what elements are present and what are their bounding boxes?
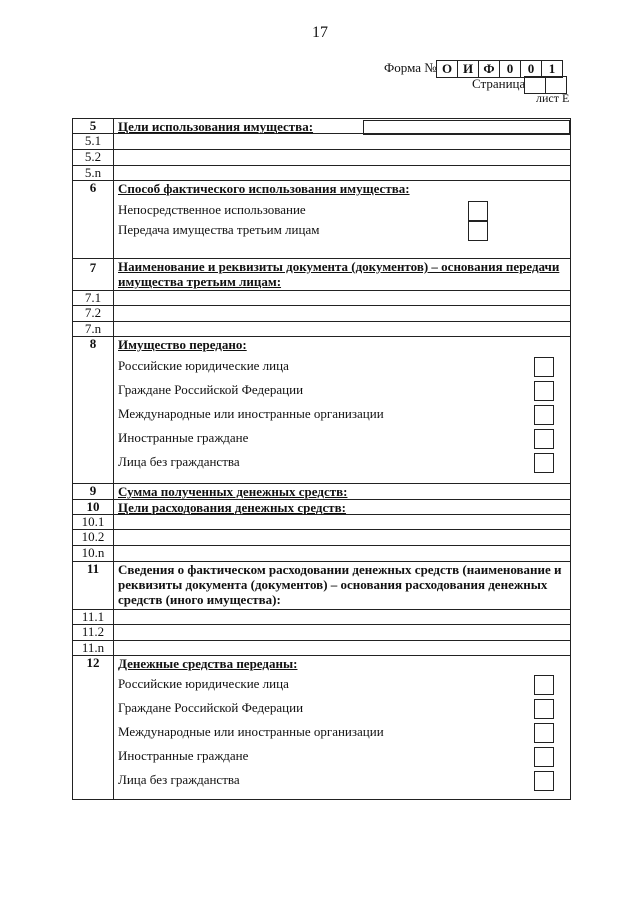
entry-number: 5.2 — [73, 150, 114, 165]
entry-row[interactable] — [73, 609, 570, 624]
section-title: Цели расходования денежных средств: — [118, 500, 347, 515]
section-number: 6 — [73, 181, 114, 258]
entry-field[interactable] — [114, 166, 570, 180]
form-code-box: 0 — [499, 60, 521, 78]
section-number: 7 — [73, 259, 114, 290]
section-number: 5 — [73, 119, 114, 133]
option-checkbox[interactable] — [534, 699, 554, 719]
entry-field[interactable] — [114, 322, 570, 336]
entry-field[interactable] — [114, 530, 570, 545]
option-checkbox[interactable] — [534, 453, 554, 473]
form-table — [72, 118, 571, 800]
entry-row[interactable] — [73, 290, 570, 305]
option-checkbox[interactable] — [534, 747, 554, 767]
entry-number: 5.n — [73, 166, 114, 180]
section-row — [73, 180, 570, 258]
form-code-box: О — [436, 60, 458, 78]
form-code-box: 1 — [541, 60, 563, 78]
section-row — [73, 258, 570, 290]
entry-row[interactable] — [73, 624, 570, 640]
section-number: 8 — [73, 337, 114, 483]
option-label: Непосредственное использование — [118, 202, 306, 217]
sheet-label: лист Е — [536, 91, 570, 105]
section-row — [73, 561, 570, 609]
option-checkbox[interactable] — [534, 723, 554, 743]
section-title: Сведения о фактическом расходовании денежных средств (наименование и реквизиты документа (документов) – основания расходования денежных средств (иного имущества): — [118, 562, 562, 607]
page-label: Страница — [472, 76, 526, 91]
option-label: Иностранные граждане — [118, 430, 249, 445]
entry-row[interactable] — [73, 640, 570, 655]
entry-row[interactable] — [73, 149, 570, 165]
option-checkbox[interactable] — [534, 405, 554, 425]
option-label: Российские юридические лица — [118, 676, 289, 691]
section-number: 11 — [73, 562, 114, 609]
form-code-box: 0 — [520, 60, 542, 78]
entry-number: 10.2 — [73, 530, 114, 545]
section-title: Имущество передано: — [118, 337, 247, 352]
entry-number: 10.1 — [73, 515, 114, 529]
page-number: 17 — [312, 24, 328, 41]
section-title: Сумма полученных денежных средств: — [118, 484, 348, 499]
section-content — [114, 337, 570, 483]
entry-row[interactable] — [73, 514, 570, 529]
option-checkbox[interactable] — [534, 771, 554, 791]
option-row[interactable] — [118, 744, 566, 768]
option-row[interactable] — [118, 200, 566, 220]
section-title: Наименование и реквизиты документа (документов) – основания передачи имущества третьим лицам: — [118, 259, 560, 289]
option-checkbox[interactable] — [468, 221, 488, 241]
option-label: Иностранные граждане — [118, 748, 249, 763]
option-row[interactable] — [118, 768, 566, 792]
option-row[interactable] — [118, 672, 566, 696]
option-checkbox[interactable] — [468, 201, 488, 221]
entry-field[interactable] — [114, 546, 570, 561]
option-row[interactable] — [118, 426, 566, 450]
entry-number: 11.2 — [73, 625, 114, 640]
entry-field[interactable] — [114, 306, 570, 321]
form-code-box: Ф — [478, 60, 500, 78]
section-content — [114, 181, 570, 258]
entry-field[interactable] — [114, 641, 570, 655]
option-label: Передача имущества третьим лицам — [118, 222, 320, 237]
section-content — [114, 656, 570, 799]
option-row[interactable] — [118, 402, 566, 426]
entry-row[interactable] — [73, 529, 570, 545]
entry-number: 7.1 — [73, 291, 114, 305]
entry-row[interactable] — [73, 305, 570, 321]
form-number-label: Форма № — [384, 60, 437, 75]
form-code-box: И — [457, 60, 479, 78]
option-row[interactable] — [118, 354, 566, 378]
entry-number: 7.n — [73, 322, 114, 336]
entry-field[interactable] — [114, 134, 570, 149]
section-row — [73, 655, 570, 799]
section-row — [73, 483, 570, 499]
option-label: Международные или иностранные организации — [118, 406, 384, 421]
option-checkbox[interactable] — [534, 357, 554, 377]
entry-field[interactable] — [114, 610, 570, 624]
section-number: 12 — [73, 656, 114, 799]
option-label: Граждане Российской Федерации — [118, 382, 304, 397]
option-row[interactable] — [118, 720, 566, 744]
option-checkbox[interactable] — [534, 429, 554, 449]
section-number: 9 — [73, 484, 114, 499]
section-row — [73, 499, 570, 514]
entry-field[interactable] — [114, 291, 570, 305]
option-label: Российские юридические лица — [118, 358, 289, 373]
option-row[interactable] — [118, 450, 566, 474]
option-checkbox[interactable] — [534, 675, 554, 695]
option-row[interactable] — [118, 220, 566, 240]
entry-row[interactable] — [73, 133, 570, 149]
option-label: Лица без гражданства — [118, 454, 240, 469]
section-title: Способ фактического использования имущества: — [118, 181, 410, 196]
entry-number: 10.n — [73, 546, 114, 561]
amount-field[interactable] — [363, 120, 570, 135]
option-row[interactable] — [118, 378, 566, 402]
entry-row[interactable] — [73, 545, 570, 561]
option-row[interactable] — [118, 696, 566, 720]
entry-row[interactable] — [73, 321, 570, 336]
option-checkbox[interactable] — [534, 381, 554, 401]
entry-field[interactable] — [114, 625, 570, 640]
entry-number: 11.n — [73, 641, 114, 655]
entry-field[interactable] — [114, 150, 570, 165]
option-label: Лица без гражданства — [118, 772, 240, 787]
option-label: Граждане Российской Федерации — [118, 700, 304, 715]
option-label: Международные или иностранные организации — [118, 724, 384, 739]
entry-number: 5.1 — [73, 134, 114, 149]
section-row — [73, 336, 570, 483]
entry-number: 11.1 — [73, 610, 114, 624]
entry-row[interactable] — [73, 165, 570, 180]
section-title: Цели использования имущества: — [118, 119, 314, 134]
section-title: Денежные средства переданы: — [118, 656, 298, 671]
entry-number: 7.2 — [73, 306, 114, 321]
entry-field[interactable] — [114, 515, 570, 529]
section-number: 10 — [73, 500, 114, 514]
